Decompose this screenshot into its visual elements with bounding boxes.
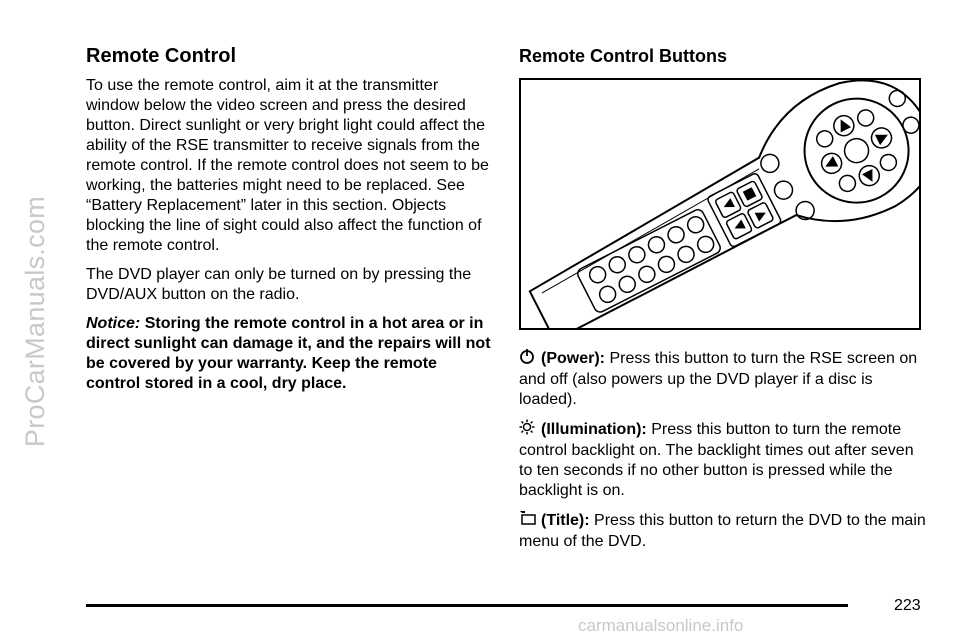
remote-control-figure	[519, 78, 921, 330]
power-text: Press this button to turn the RSE screen on and off (also powers up the DVD player if a disc is loaded).	[519, 350, 918, 408]
power-description	[519, 348, 927, 410]
title-text: Press this button to return the DVD to the main menu of the DVD.	[519, 512, 926, 550]
navigation-ring	[787, 81, 919, 221]
button-descriptions	[519, 348, 927, 552]
numeric-keypad-area	[576, 208, 723, 314]
notice-text: Storing the remote control in a hot area or in direct sunlight can damage it, and the repairs will not be covered by your warranty. Keep the remote control stored in a cool, dry place.	[86, 315, 491, 392]
side-watermark-text: ProCarManuals.com	[20, 195, 51, 447]
section-title: Remote Control	[86, 45, 236, 67]
remote-body-outline	[521, 80, 919, 328]
side-watermark	[14, 26, 58, 616]
title-icon	[519, 510, 541, 532]
illumination-icon	[519, 419, 541, 441]
notice-label: Notice:	[86, 315, 141, 332]
dvd-paragraph: The DVD player can only be turned on by pressing the DVD/AUX button on the radio.	[86, 266, 472, 303]
illumination-text: Press this button to turn the remote control backlight on. The backlight times out after seven to ten seconds if no other button is pressed while the backlight is on.	[519, 421, 914, 499]
title-description	[519, 510, 927, 552]
illumination-description	[519, 419, 927, 501]
bottom-watermark: carmanualsonline.info	[578, 616, 744, 635]
footer-rule	[86, 604, 848, 607]
power-icon	[519, 348, 541, 370]
number-keys	[587, 214, 717, 305]
transport-keys-block	[707, 172, 782, 247]
subsection-title: Remote Control Buttons	[519, 46, 727, 66]
title-label: (Title):	[541, 512, 590, 530]
notice-paragraph	[86, 314, 494, 394]
right-column	[519, 44, 927, 561]
remote-control-illustration	[521, 80, 919, 328]
intro-paragraph: To use the remote control, aim it at the transmitter window below the video screen and press the desired button. Direct sunlight or very bright light could affect the ability of the RSE transmitter to receive signals from the remote control. If the remote control does not seem to be working, the batteries might need to be replaced. See “Battery Replacement” later in this section. Objects blocking the line of sight could also affect the function of the remote control.	[86, 77, 489, 254]
illumination-label: (Illumination):	[541, 421, 647, 439]
left-column	[86, 44, 494, 403]
power-label: (Power):	[541, 350, 605, 368]
page-number: 223	[894, 597, 921, 614]
